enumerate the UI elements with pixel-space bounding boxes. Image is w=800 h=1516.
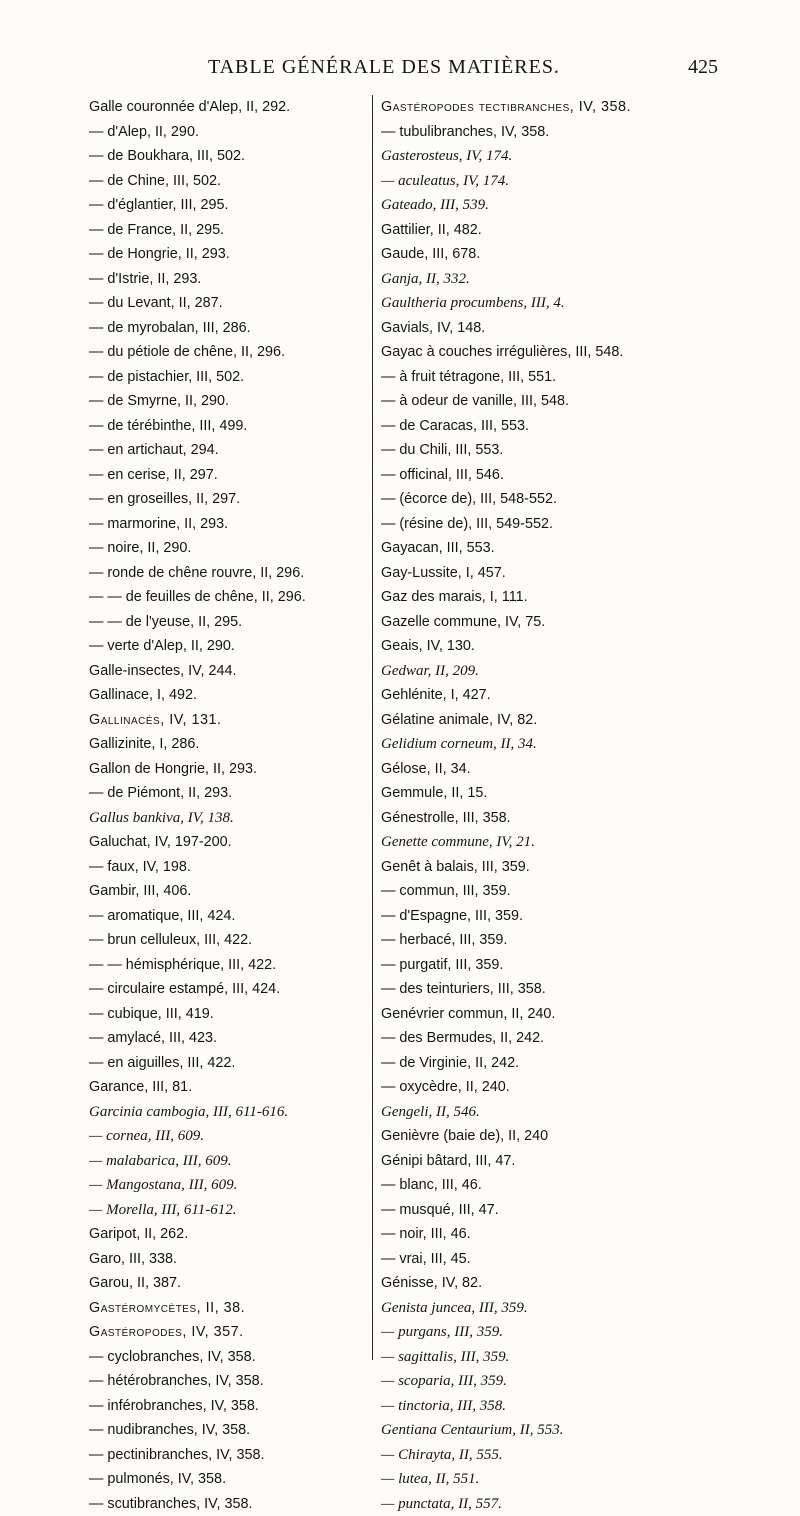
index-entry: — de myrobalan, III, 286. (89, 316, 364, 341)
index-entry: Galle-insectes, IV, 244. (89, 659, 364, 684)
index-entry: — pulmonés, IV, 358. (89, 1467, 364, 1492)
index-entry: Gazelle commune, IV, 75. (381, 610, 711, 635)
index-entry: — Chirayta, II, 555. (381, 1443, 711, 1468)
index-entry: — faux, IV, 198. (89, 855, 364, 880)
index-entry: Gay-Lussite, I, 457. (381, 561, 711, 586)
index-entry: Génestrolle, III, 358. (381, 806, 711, 831)
index-entry: — de Chine, III, 502. (89, 169, 364, 194)
index-entry: — du Chili, III, 553. (381, 438, 711, 463)
index-entry: — musqué, III, 47. (381, 1198, 711, 1223)
index-entry: Ganja, II, 332. (381, 267, 711, 292)
index-entry: — amylacé, III, 423. (89, 1026, 364, 1051)
index-entry: — hétérobranches, IV, 358. (89, 1369, 364, 1394)
index-entry: Gedwar, II, 209. (381, 659, 711, 684)
index-entry: — de Boukhara, III, 502. (89, 144, 364, 169)
index-entry: Gattilier, II, 482. (381, 218, 711, 243)
index-entry: — malabarica, III, 609. (89, 1149, 364, 1174)
index-entry: — d'églantier, III, 295. (89, 193, 364, 218)
index-entry: — de pistachier, III, 502. (89, 365, 364, 390)
index-entry: — de Smyrne, II, 290. (89, 389, 364, 414)
index-entry: — brun celluleux, III, 422. (89, 928, 364, 953)
index-entry: — de Piémont, II, 293. (89, 781, 364, 806)
index-entry: — officinal, III, 546. (381, 463, 711, 488)
index-entry: — Morella, III, 611-612. (89, 1198, 364, 1223)
index-entry: — cornea, III, 609. (89, 1124, 364, 1149)
column-divider (372, 95, 373, 1360)
index-entry: — vrai, III, 45. (381, 1247, 711, 1272)
page-number: 425 (688, 56, 718, 79)
index-entry: Garipot, II, 262. (89, 1222, 364, 1247)
index-entry: — d'Istrie, II, 293. (89, 267, 364, 292)
index-entry: Genévrier commun, II, 240. (381, 1002, 711, 1027)
index-entry: — cyclobranches, IV, 358. (89, 1345, 364, 1370)
index-entry: Gélose, II, 34. (381, 757, 711, 782)
index-column-right (381, 95, 711, 1516)
index-entry: — Mangostana, III, 609. (89, 1173, 364, 1198)
index-entry: Geais, IV, 130. (381, 634, 711, 659)
index-entry: Gayac à couches irrégulières, III, 548. (381, 340, 711, 365)
index-entry: Gateado, III, 539. (381, 193, 711, 218)
index-entry: Genièvre (baie de), II, 240 (381, 1124, 711, 1149)
index-entry: — circulaire estampé, III, 424. (89, 977, 364, 1002)
page-title: TABLE GÉNÉRALE DES MATIÈRES. (208, 56, 560, 79)
index-entry: — inférobranches, IV, 358. (89, 1394, 364, 1419)
index-entry: Génisse, IV, 82. (381, 1271, 711, 1296)
index-entry: — (écorce de), III, 548-552. (381, 487, 711, 512)
index-entry: Garou, II, 387. (89, 1271, 364, 1296)
index-entry: — ronde de chêne rouvre, II, 296. (89, 561, 364, 586)
index-entry: — aromatique, III, 424. (89, 904, 364, 929)
index-entry: — tinctoria, III, 358. (381, 1394, 711, 1419)
index-entry: — de térébinthe, III, 499. (89, 414, 364, 439)
index-entry: — punctata, II, 557. (381, 1492, 711, 1516)
index-entry: Gaultheria procumbens, III, 4. (381, 291, 711, 316)
index-entry: Génipi bâtard, III, 47. (381, 1149, 711, 1174)
index-entry: — cubique, III, 419. (89, 1002, 364, 1027)
index-entry: Gastéropodes tectibranches, IV, 358. (381, 95, 711, 120)
index-entry: — aculeatus, IV, 174. (381, 169, 711, 194)
index-entry: — en cerise, II, 297. (89, 463, 364, 488)
index-entry: — de Hongrie, II, 293. (89, 242, 364, 267)
index-entry: Gallon de Hongrie, II, 293. (89, 757, 364, 782)
index-entry: — marmorine, II, 293. (89, 512, 364, 537)
index-entry: — à odeur de vanille, III, 548. (381, 389, 711, 414)
index-entry: — scutibranches, IV, 358. (89, 1492, 364, 1516)
index-entry: — en artichaut, 294. (89, 438, 364, 463)
index-entry: Gaude, III, 678. (381, 242, 711, 267)
index-entry: — des Bermudes, II, 242. (381, 1026, 711, 1051)
index-entry: Gallus bankiva, IV, 138. (89, 806, 364, 831)
index-entry: — — hémisphérique, III, 422. (89, 953, 364, 978)
index-entry: — de France, II, 295. (89, 218, 364, 243)
index-entry: Gehlénite, I, 427. (381, 683, 711, 708)
page-header (0, 50, 800, 86)
index-entry: Gastéropodes, IV, 357. (89, 1320, 364, 1345)
index-entry: — de Virginie, II, 242. (381, 1051, 711, 1076)
index-entry: Genette commune, IV, 21. (381, 830, 711, 855)
index-entry: — blanc, III, 46. (381, 1173, 711, 1198)
index-entry: Gastéromycètes, II, 38. (89, 1296, 364, 1321)
index-entry: Gallizinite, I, 286. (89, 732, 364, 757)
index-entry: — purgans, III, 359. (381, 1320, 711, 1345)
index-entry: — herbacé, III, 359. (381, 928, 711, 953)
index-entry: Gengeli, II, 546. (381, 1100, 711, 1125)
index-entry: Garance, III, 81. (89, 1075, 364, 1100)
index-entry: — du pétiole de chêne, II, 296. (89, 340, 364, 365)
index-entry: Gambir, III, 406. (89, 879, 364, 904)
index-entry: Gallinace, I, 492. (89, 683, 364, 708)
index-entry: Gallinacés, IV, 131. (89, 708, 364, 733)
index-entry: — tubulibranches, IV, 358. (381, 120, 711, 145)
index-entry: Gaz des marais, I, 111. (381, 585, 711, 610)
index-entry: — purgatif, III, 359. (381, 953, 711, 978)
index-entry: Gasterosteus, IV, 174. (381, 144, 711, 169)
index-entry: — — de l'yeuse, II, 295. (89, 610, 364, 635)
index-entry: — pectinibranches, IV, 358. (89, 1443, 364, 1468)
index-entry: — oxycèdre, II, 240. (381, 1075, 711, 1100)
index-entry: — scoparia, III, 359. (381, 1369, 711, 1394)
index-entry: — des teinturiers, III, 358. (381, 977, 711, 1002)
index-entry: Gavials, IV, 148. (381, 316, 711, 341)
index-entry: Genista juncea, III, 359. (381, 1296, 711, 1321)
index-entry: Gélatine animale, IV, 82. (381, 708, 711, 733)
index-entry: — nudibranches, IV, 358. (89, 1418, 364, 1443)
index-entry: — à fruit tétragone, III, 551. (381, 365, 711, 390)
index-entry: Galle couronnée d'Alep, II, 292. (89, 95, 364, 120)
index-entry: — du Levant, II, 287. (89, 291, 364, 316)
index-entry: — commun, III, 359. (381, 879, 711, 904)
index-entry: — en groseilles, II, 297. (89, 487, 364, 512)
index-entry: — d'Espagne, III, 359. (381, 904, 711, 929)
index-entry: Galuchat, IV, 197-200. (89, 830, 364, 855)
index-entry: Gelidium corneum, II, 34. (381, 732, 711, 757)
index-entry: — noir, III, 46. (381, 1222, 711, 1247)
index-entry: Garo, III, 338. (89, 1247, 364, 1272)
index-entry: — — de feuilles de chêne, II, 296. (89, 585, 364, 610)
index-entry: Gayacan, III, 553. (381, 536, 711, 561)
index-entry: — (résine de), III, 549-552. (381, 512, 711, 537)
index-entry: Gemmule, II, 15. (381, 781, 711, 806)
index-entry: — lutea, II, 551. (381, 1467, 711, 1492)
index-column-left (89, 95, 364, 1516)
index-entry: — verte d'Alep, II, 290. (89, 634, 364, 659)
index-entry: — sagittalis, III, 359. (381, 1345, 711, 1370)
index-entry: — en aiguilles, III, 422. (89, 1051, 364, 1076)
index-entry: Garcinia cambogia, III, 611-616. (89, 1100, 364, 1125)
index-entry: — de Caracas, III, 553. (381, 414, 711, 439)
index-entry: — noire, II, 290. (89, 536, 364, 561)
index-entry: — d'Alep, II, 290. (89, 120, 364, 145)
index-entry: Genêt à balais, III, 359. (381, 855, 711, 880)
index-entry: Gentiana Centaurium, II, 553. (381, 1418, 711, 1443)
